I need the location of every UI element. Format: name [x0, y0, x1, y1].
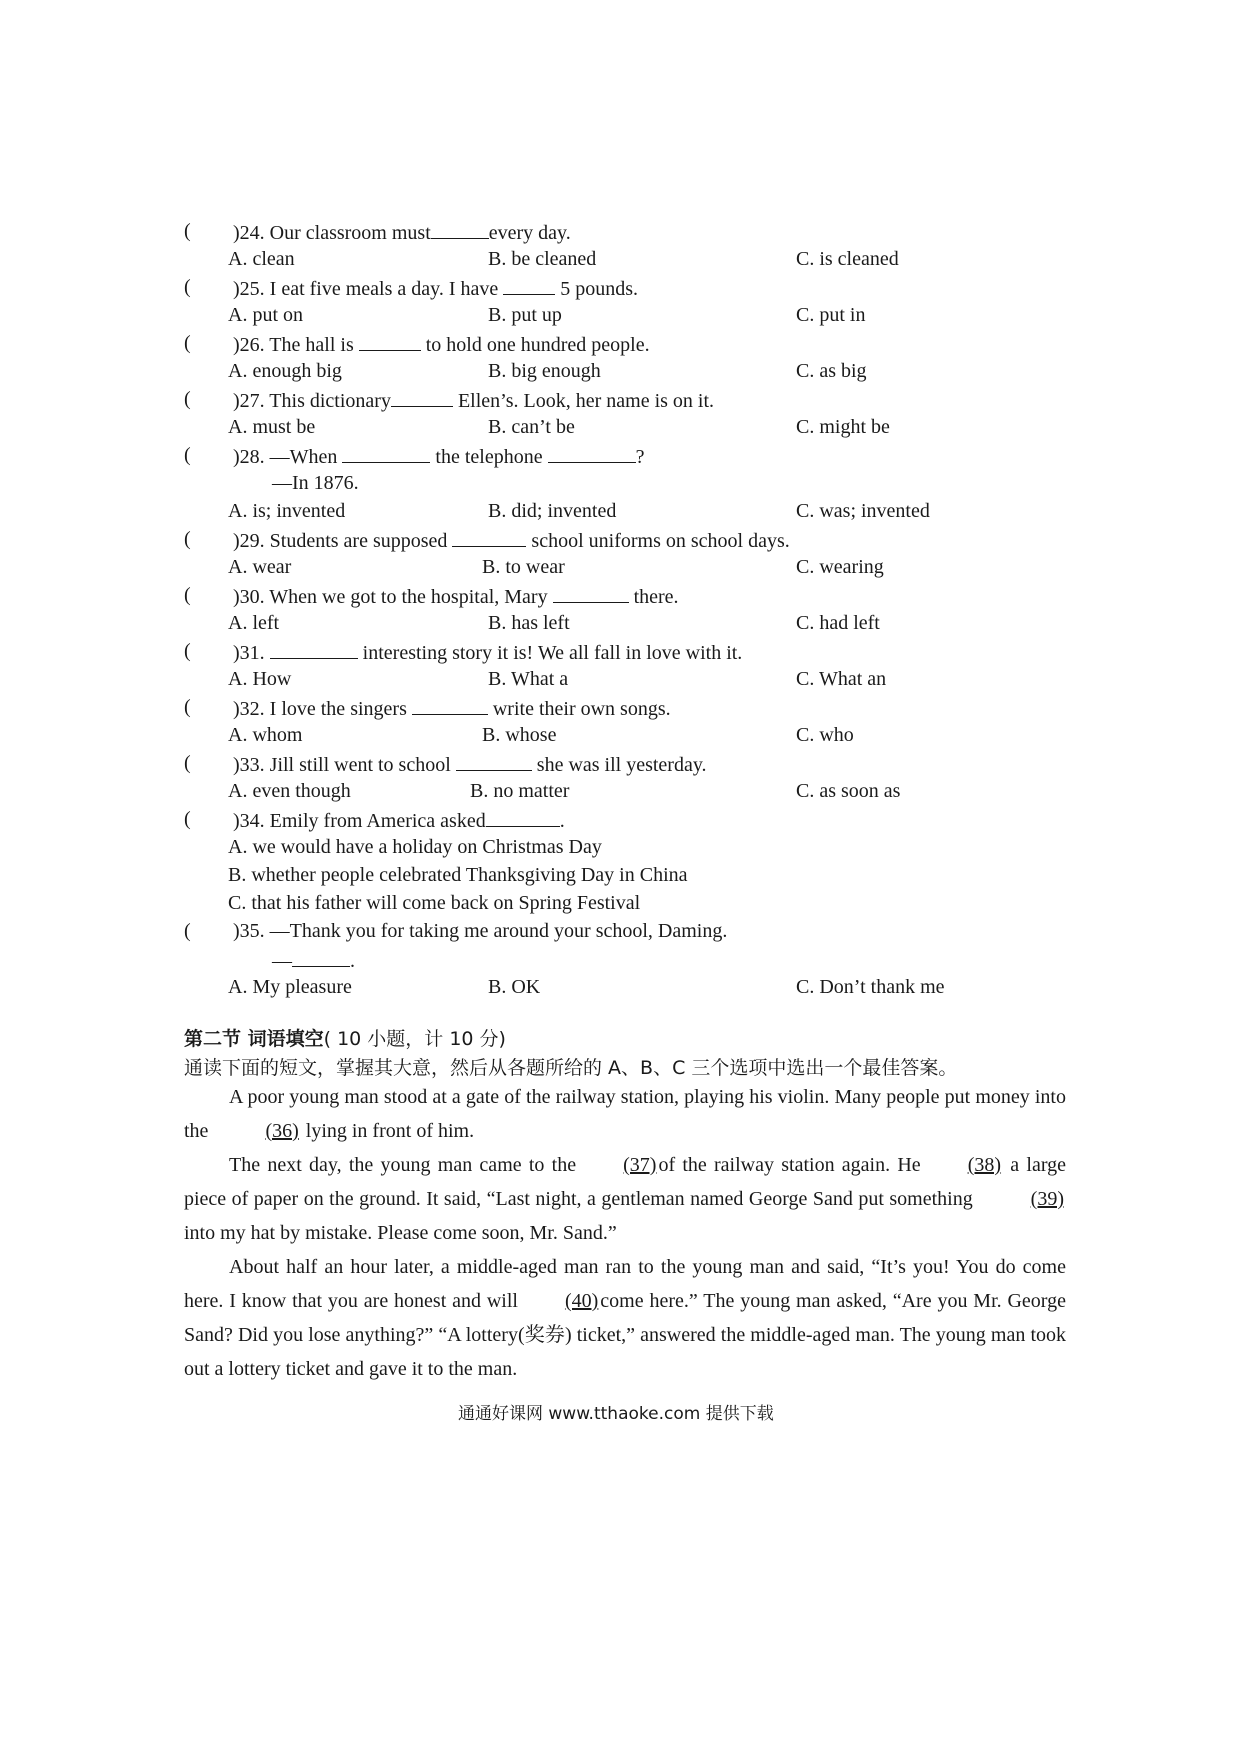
- question-stem: )26. The hall is: [233, 334, 354, 356]
- answer-blank: [391, 388, 453, 407]
- option-c: C. is cleaned: [796, 248, 899, 270]
- passage-paragraph: The next day, the young man came to the (37) of the railway station again. He (38) a large piece of paper on the ground. It said, “Last night, a gentleman named George Sand put something (39)into my hat by mistake. Please come soon, Mr. Sand.”: [184, 1148, 1066, 1250]
- question-stem: )32. I love the singers: [233, 698, 407, 720]
- question-stem-end: she was ill yesterday.: [536, 754, 707, 776]
- question-stem-end: Ellen’s. Look, her name is on it.: [457, 390, 715, 412]
- section-title: 第二节 词语填空: [184, 1028, 324, 1050]
- option-b: B. no matter: [470, 780, 570, 802]
- option-a: A. put on: [228, 304, 303, 326]
- option-c: C. as big: [796, 360, 867, 382]
- answer-paren: (: [184, 220, 191, 242]
- option-c: C. was; invented: [796, 500, 930, 522]
- answer-line: —In 1876.: [272, 472, 359, 494]
- question-stem: )29. Students are supposed: [233, 530, 448, 552]
- option-c: C. as soon as: [796, 780, 901, 802]
- answer-paren: (: [184, 276, 191, 298]
- blank-37: (37): [623, 1154, 657, 1176]
- answer-paren: (: [184, 696, 191, 718]
- answer-paren: (: [184, 332, 191, 354]
- answer-blank: [412, 696, 488, 715]
- option-b: B. can’t be: [488, 416, 575, 438]
- answer-paren: (: [184, 528, 191, 550]
- blank-38: (38): [967, 1154, 1002, 1176]
- page-footer: 通通好课网 www.tthaoke.com 提供下载: [458, 1404, 774, 1424]
- blank-40: (40): [564, 1290, 599, 1312]
- answer-paren: (: [184, 584, 191, 606]
- option-b: B. has left: [488, 612, 570, 634]
- question-stem-end: 5 pounds.: [560, 278, 639, 300]
- answer-paren: (: [184, 388, 191, 410]
- option-c: C. might be: [796, 416, 890, 438]
- answer-paren: (: [184, 920, 191, 942]
- option-a: A. My pleasure: [228, 976, 352, 998]
- question-stem: )27. This dictionary: [233, 390, 391, 412]
- option-c: C. put in: [796, 304, 866, 326]
- option-a: A. How: [228, 668, 292, 690]
- option-b: B. OK: [488, 976, 541, 998]
- question-stem-end: to hold one hundred people.: [425, 334, 650, 356]
- passage-paragraph: About half an hour later, a middle-aged man ran to the young man and said, “It’s you! You do come here. I know that you are honest and will (40) come here.” The young man asked, “Are you Mr. George Sand? Did you lose anything?” “A lottery(奖券) ticket,” answered the middle-aged man. The young man took out a lottery ticket and gave it to the man.: [184, 1256, 1066, 1380]
- question-stem: )34. Emily from America asked: [233, 810, 486, 832]
- question-stem-end: ?: [635, 446, 645, 468]
- section-heading: [184, 1024, 506, 1051]
- option-a: A. even though: [228, 780, 351, 802]
- option-b: B. be cleaned: [488, 248, 597, 270]
- answer-blank: [452, 528, 526, 547]
- option-a: A. whom: [228, 724, 303, 746]
- answer-blank: [548, 444, 636, 463]
- reading-passage: [184, 1080, 1066, 1386]
- question-stem-end: write their own songs.: [492, 698, 671, 720]
- question-stem: )30. When we got to the hospital, Mary: [233, 586, 548, 608]
- answer-blank: [342, 444, 430, 463]
- question-stem-end: every day.: [488, 222, 571, 244]
- question-stem-end: school uniforms on school days.: [531, 530, 790, 552]
- option-c: C. that his father will come back on Spring Festival: [228, 892, 641, 914]
- question-stem-mid: the telephone: [435, 446, 543, 468]
- question-stem-end: there.: [633, 586, 679, 608]
- question-stem: )28. —When: [233, 446, 338, 468]
- option-c: C. who: [796, 724, 854, 746]
- answer-paren: (: [184, 444, 191, 466]
- question-stem-end: .: [559, 810, 565, 832]
- option-b: B. What a: [488, 668, 569, 690]
- option-a: A. must be: [228, 416, 316, 438]
- question-stem: )31.: [233, 642, 265, 664]
- answer-blank: [553, 584, 629, 603]
- period: .: [350, 950, 355, 972]
- answer-blank: [431, 220, 489, 239]
- dash: —: [272, 950, 292, 972]
- answer-paren: (: [184, 752, 191, 774]
- option-a: A. clean: [228, 248, 295, 270]
- option-a: A. is; invented: [228, 500, 346, 522]
- answer-blank: [486, 808, 560, 827]
- option-c: C. Don’t thank me: [796, 976, 945, 998]
- option-a: A. we would have a holiday on Christmas Day: [228, 836, 602, 858]
- question-stem: )33. Jill still went to school: [233, 754, 451, 776]
- answer-blank: [270, 640, 358, 659]
- option-a: A. left: [228, 612, 280, 634]
- answer-blank: [503, 276, 555, 295]
- blank-39: (39): [1030, 1188, 1064, 1210]
- answer-blank: [292, 948, 350, 967]
- section-instruction: 通读下面的短文，掌握其大意，然后从各题所给的 A、B、C 三个选项中选出一个最佳答案。: [184, 1057, 958, 1079]
- option-c: C. had left: [796, 612, 880, 634]
- passage-paragraph: A poor young man stood at a gate of the railway station, playing his violin. Many people put money into the (36) lying in front of him.: [184, 1080, 1066, 1148]
- answer-paren: (: [184, 640, 191, 662]
- answer-blank: [359, 332, 421, 351]
- option-c: C. wearing: [796, 556, 884, 578]
- option-b: B. big enough: [488, 360, 601, 382]
- question-stem-end: interesting story it is! We all fall in love with it.: [362, 642, 743, 664]
- question-stem: )25. I eat five meals a day. I have: [233, 278, 499, 300]
- question-stem: )35. —Thank you for taking me around your school, Daming.: [233, 920, 728, 942]
- blank-36: (36): [265, 1120, 299, 1142]
- question-stem: )24. Our classroom must: [233, 222, 431, 244]
- option-c: C. What an: [796, 668, 887, 690]
- option-b: B. whose: [482, 724, 557, 746]
- option-b: B. whether people celebrated Thanksgiving Day in China: [228, 864, 688, 886]
- option-b: B. did; invented: [488, 500, 617, 522]
- option-b: B. to wear: [482, 556, 565, 578]
- answer-blank: [456, 752, 532, 771]
- option-a: A. wear: [228, 556, 292, 578]
- option-a: A. enough big: [228, 360, 342, 382]
- section-count: ( 10 小题，计 10 分): [323, 1028, 506, 1050]
- answer-paren: (: [184, 808, 191, 830]
- option-b: B. put up: [488, 304, 562, 326]
